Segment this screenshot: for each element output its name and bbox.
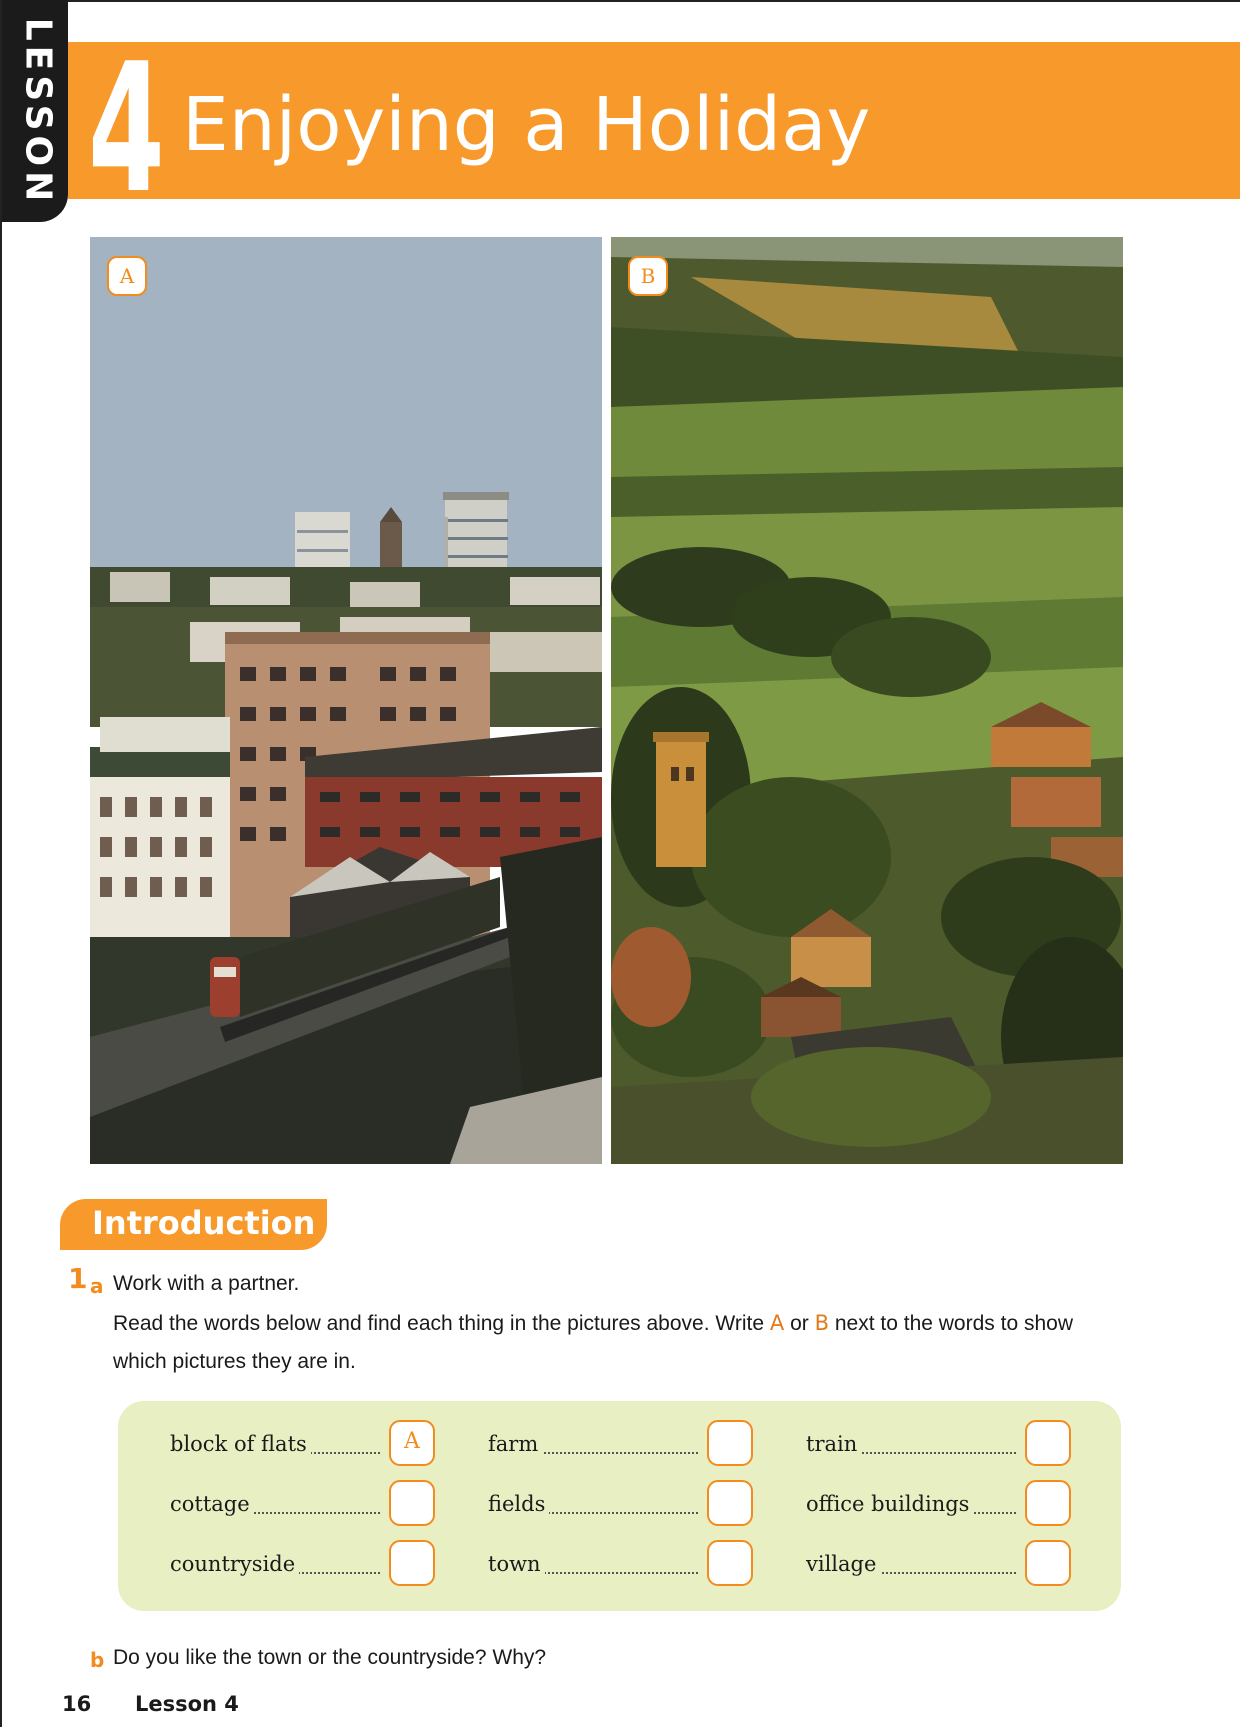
word-item-train xyxy=(806,1420,1071,1468)
page-number: 16 xyxy=(62,1692,92,1716)
instruction-line-3: which pictures they are in. xyxy=(113,1350,356,1373)
word-label: farm xyxy=(488,1432,542,1456)
page-title: Enjoying a Holiday xyxy=(182,82,871,168)
section-header-introduction xyxy=(60,1199,327,1250)
word-item-countryside xyxy=(170,1540,435,1588)
option-b-letter: B xyxy=(814,1311,830,1335)
word-label: village xyxy=(806,1552,880,1576)
part-b-letter: b xyxy=(90,1648,105,1672)
photo-city xyxy=(90,237,602,1164)
answer-box[interactable] xyxy=(1025,1480,1071,1526)
word-item-farm xyxy=(488,1420,753,1468)
lesson-number: 4 xyxy=(88,25,165,232)
photo-b-label: B xyxy=(628,256,668,296)
instruction-line-1: Work with a partner. xyxy=(113,1272,300,1295)
page-border-left xyxy=(0,0,2,1727)
answer-box[interactable] xyxy=(707,1420,753,1466)
instruction-line-2 xyxy=(113,1311,1073,1336)
answer-box[interactable] xyxy=(1025,1540,1071,1586)
answer-box[interactable]: A xyxy=(389,1420,435,1466)
answer-box[interactable] xyxy=(389,1480,435,1526)
footer-lesson-label: Lesson 4 xyxy=(135,1692,239,1716)
photo-countryside xyxy=(611,237,1123,1164)
instruction-line-2-end: next to the words to show xyxy=(834,1312,1073,1335)
lesson-side-tab xyxy=(2,0,68,222)
answer-box[interactable] xyxy=(707,1540,753,1586)
photo-a-label: A xyxy=(107,256,147,296)
word-label: countryside xyxy=(170,1552,299,1576)
option-a-letter: A xyxy=(769,1311,785,1335)
question-number: 1 xyxy=(68,1262,88,1295)
word-label: office buildings xyxy=(806,1492,973,1516)
word-item-village xyxy=(806,1540,1071,1588)
word-label: fields xyxy=(488,1492,549,1516)
or-word: or xyxy=(790,1312,809,1335)
word-item-cottage xyxy=(170,1480,435,1528)
section-heading: Introduction xyxy=(92,1204,316,1242)
part-b-question: Do you like the town or the countryside? Why? xyxy=(113,1646,547,1669)
word-label: town xyxy=(488,1552,545,1576)
word-label: cottage xyxy=(170,1492,254,1516)
word-item-office-buildings xyxy=(806,1480,1071,1528)
lesson-side-label: LESSON xyxy=(17,17,59,207)
answer-box[interactable] xyxy=(707,1480,753,1526)
word-item-block-of-flats xyxy=(170,1420,435,1468)
word-label: train xyxy=(806,1432,861,1456)
answer-box[interactable] xyxy=(1025,1420,1071,1466)
word-item-fields xyxy=(488,1480,753,1528)
part-a-letter: a xyxy=(90,1274,104,1298)
page-border-top xyxy=(0,0,1240,2)
answer-box[interactable] xyxy=(389,1540,435,1586)
instruction-line-2-start: Read the words below and find each thing in the pictures above. Write xyxy=(113,1312,764,1335)
word-item-town xyxy=(488,1540,753,1588)
word-panel xyxy=(118,1401,1121,1611)
word-label: block of flats xyxy=(170,1432,311,1456)
